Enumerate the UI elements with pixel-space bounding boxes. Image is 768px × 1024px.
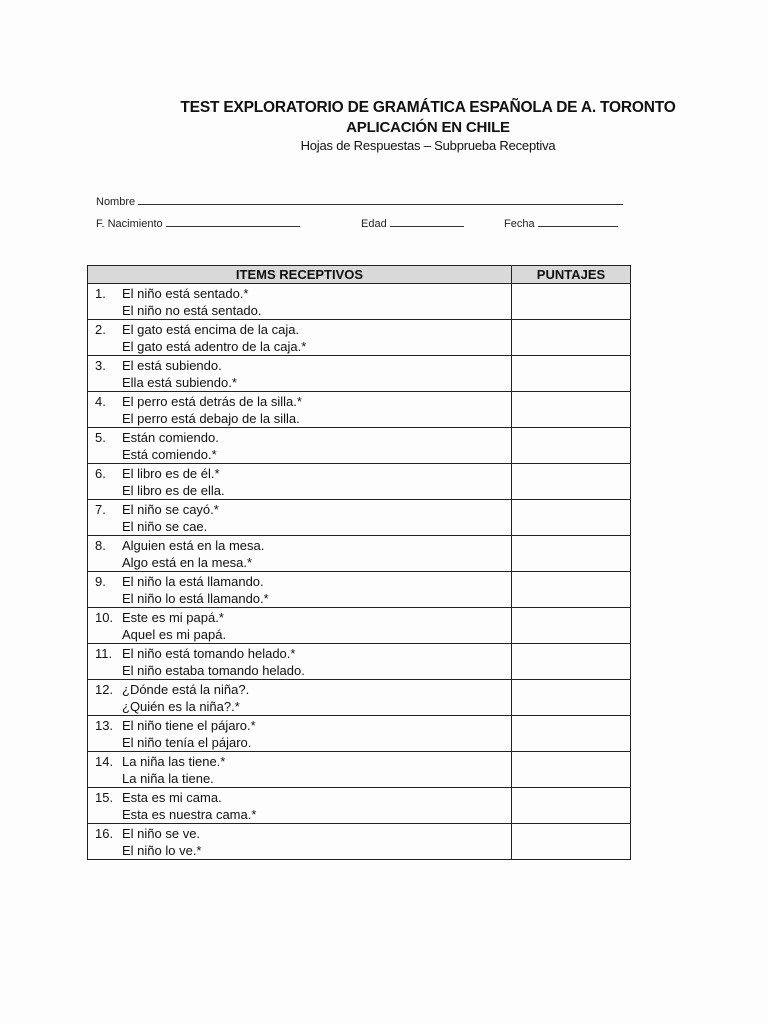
item-option-b: Algo está en la mesa.* xyxy=(122,555,253,570)
score-cell[interactable] xyxy=(512,284,631,320)
item-number: 8. xyxy=(95,538,106,553)
item-cell xyxy=(88,356,512,392)
item-number: 16. xyxy=(95,826,114,841)
nombre-field[interactable] xyxy=(96,194,623,208)
item-option-a: El libro es de él.* xyxy=(122,466,220,481)
score-cell[interactable] xyxy=(512,824,631,860)
nacimiento-label: F. Nacimiento xyxy=(96,218,163,230)
item-option-b: El niño tenía el pájaro. xyxy=(122,735,252,750)
score-cell[interactable] xyxy=(512,500,631,536)
table-row xyxy=(88,428,631,464)
item-option-b: Aquel es mi papá. xyxy=(122,627,227,642)
table-body xyxy=(88,284,631,860)
item-number: 6. xyxy=(95,466,106,481)
item-option-a: El niño se ve. xyxy=(122,826,201,841)
score-cell[interactable] xyxy=(512,752,631,788)
table-row xyxy=(88,320,631,356)
item-cell xyxy=(88,608,512,644)
table-row xyxy=(88,608,631,644)
item-cell xyxy=(88,824,512,860)
table-row xyxy=(88,788,631,824)
item-option-b: La niña la tiene. xyxy=(122,771,214,786)
item-number: 11. xyxy=(95,646,113,661)
document-subtitle: APLICACIÓN EN CHILE xyxy=(346,119,510,136)
item-option-a: Este es mi papá.* xyxy=(122,610,224,625)
item-number: 12. xyxy=(95,682,114,697)
fecha-field[interactable] xyxy=(504,216,618,230)
item-option-a: El niño tiene el pájaro.* xyxy=(122,718,256,733)
nacimiento-field[interactable] xyxy=(96,216,300,230)
score-cell[interactable] xyxy=(512,608,631,644)
item-option-b: El niño lo está llamando.* xyxy=(122,591,269,606)
table-row xyxy=(88,536,631,572)
items-table xyxy=(87,265,631,860)
item-option-a: Están comiendo. xyxy=(122,430,219,445)
nombre-label: Nombre xyxy=(96,196,136,208)
item-number: 10. xyxy=(95,610,114,625)
item-cell xyxy=(88,572,512,608)
nombre-line xyxy=(138,194,623,205)
item-cell xyxy=(88,752,512,788)
item-cell xyxy=(88,536,512,572)
score-cell[interactable] xyxy=(512,788,631,824)
item-option-b: Está comiendo.* xyxy=(122,447,217,462)
item-option-a: Alguien está en la mesa. xyxy=(122,538,265,553)
item-option-a: El perro está detrás de la silla.* xyxy=(122,394,302,409)
item-number: 4. xyxy=(95,394,106,409)
score-cell[interactable] xyxy=(512,680,631,716)
document-title: TEST EXPLORATORIO DE GRAMÁTICA ESPAÑOLA DE A. TORONTO xyxy=(180,99,676,116)
item-cell xyxy=(88,500,512,536)
table-row xyxy=(88,392,631,428)
item-number: 13. xyxy=(95,718,114,733)
edad-label: Edad xyxy=(361,218,387,230)
edad-field[interactable] xyxy=(361,216,464,230)
item-cell xyxy=(88,464,512,500)
items-header: ITEMS RECEPTIVOS xyxy=(88,266,512,284)
table-row xyxy=(88,464,631,500)
document-subheading: Hojas de Respuestas – Subprueba Receptiva xyxy=(300,138,556,153)
item-number: 1. xyxy=(95,286,106,301)
table-header-row xyxy=(88,266,631,284)
fecha-line xyxy=(538,216,618,227)
scores-header: PUNTAJES xyxy=(512,266,631,284)
item-option-a: ¿Dónde está la niña?. xyxy=(122,682,250,697)
item-option-b: Ella está subiendo.* xyxy=(122,375,237,390)
item-option-b: El niño estaba tomando helado. xyxy=(122,663,305,678)
score-cell[interactable] xyxy=(512,572,631,608)
item-option-b: ¿Quién es la niña?.* xyxy=(122,699,240,714)
item-cell xyxy=(88,392,512,428)
table-row xyxy=(88,716,631,752)
item-number: 2. xyxy=(95,322,106,337)
item-number: 14. xyxy=(95,754,114,769)
item-option-a: La niña las tiene.* xyxy=(122,754,226,769)
item-cell xyxy=(88,644,512,680)
item-number: 5. xyxy=(95,430,106,445)
item-option-a: El niño se cayó.* xyxy=(122,502,219,517)
table-row xyxy=(88,356,631,392)
score-cell[interactable] xyxy=(512,320,631,356)
item-number: 7. xyxy=(95,502,106,517)
item-option-a: El niño está tomando helado.* xyxy=(122,646,296,661)
score-cell[interactable] xyxy=(512,644,631,680)
item-number: 3. xyxy=(95,358,106,373)
item-option-a: El está subiendo. xyxy=(122,358,222,373)
table-row xyxy=(88,284,631,320)
item-cell xyxy=(88,320,512,356)
nacimiento-line xyxy=(166,216,300,227)
table-row xyxy=(88,644,631,680)
score-cell[interactable] xyxy=(512,428,631,464)
item-option-b: El gato está adentro de la caja.* xyxy=(122,339,307,354)
table-row xyxy=(88,572,631,608)
item-option-a: Esta es mi cama. xyxy=(122,790,222,805)
item-cell xyxy=(88,680,512,716)
table-row xyxy=(88,500,631,536)
item-option-b: Esta es nuestra cama.* xyxy=(122,807,257,822)
item-cell xyxy=(88,788,512,824)
item-option-b: El niño se cae. xyxy=(122,519,208,534)
item-cell xyxy=(88,716,512,752)
item-cell xyxy=(88,284,512,320)
item-option-a: El niño la está llamando. xyxy=(122,574,264,589)
fecha-label: Fecha xyxy=(504,218,535,230)
score-cell[interactable] xyxy=(512,716,631,752)
score-cell[interactable] xyxy=(512,536,631,572)
item-option-b: El libro es de ella. xyxy=(122,483,225,498)
item-option-a: El gato está encima de la caja. xyxy=(122,322,300,337)
table-row xyxy=(88,824,631,860)
table-row xyxy=(88,752,631,788)
edad-line xyxy=(390,216,464,227)
item-number: 9. xyxy=(95,574,106,589)
item-number: 15. xyxy=(95,790,114,805)
item-option-b: El perro está debajo de la silla. xyxy=(122,411,300,426)
item-cell xyxy=(88,428,512,464)
score-cell[interactable] xyxy=(512,392,631,428)
item-option-a: El niño está sentado.* xyxy=(122,286,249,301)
item-option-b: El niño no está sentado. xyxy=(122,303,262,318)
score-cell[interactable] xyxy=(512,356,631,392)
score-cell[interactable] xyxy=(512,464,631,500)
item-option-b: El niño lo ve.* xyxy=(122,843,202,858)
table-row xyxy=(88,680,631,716)
